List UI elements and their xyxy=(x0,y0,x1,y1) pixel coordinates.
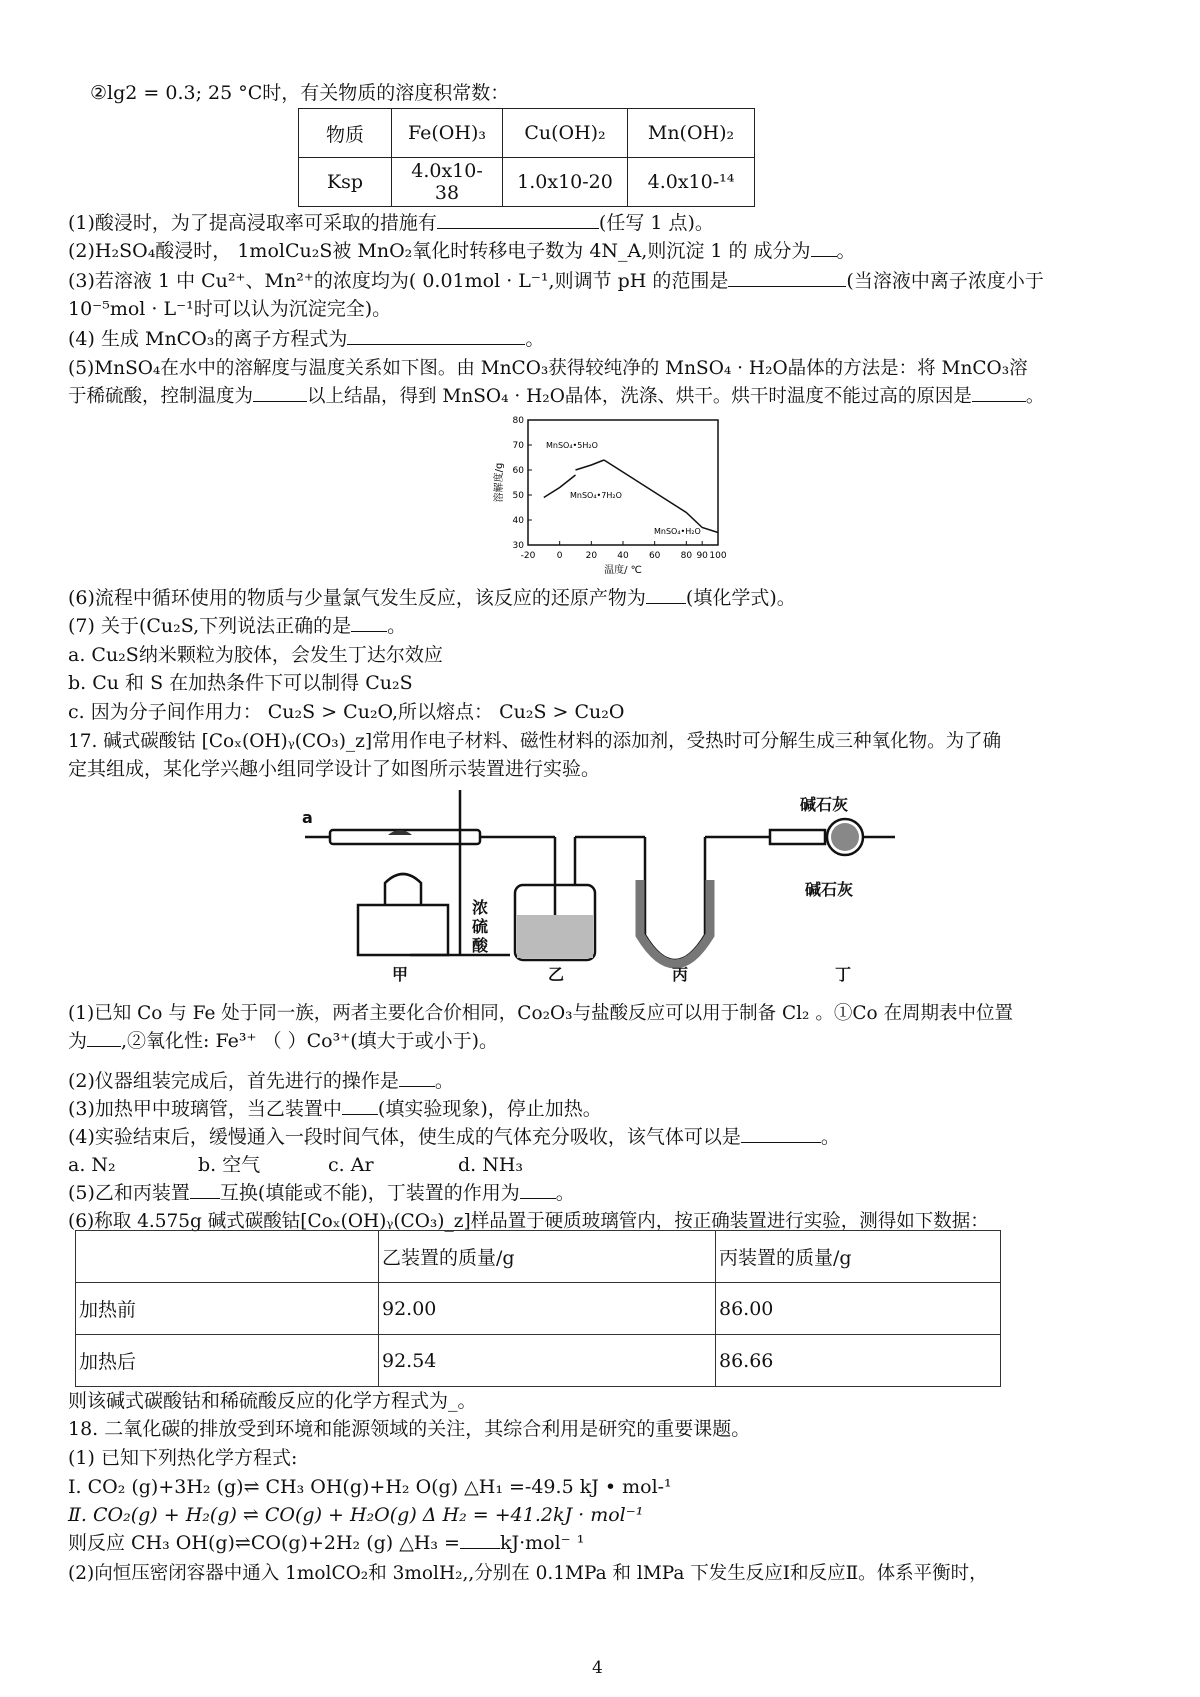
answer-blank xyxy=(399,1068,435,1087)
table-row xyxy=(299,109,755,158)
series-label: MnSO₄•7H₂O xyxy=(570,491,622,500)
label-ding: 丁 xyxy=(835,965,852,984)
y-tick-label: 40 xyxy=(512,516,524,526)
text: 则反应 CH₃ OH(g)⇌CO(g)+2H₂ (g) △H₃ = xyxy=(68,1532,460,1554)
y-tick-label: 30 xyxy=(512,541,524,551)
y-tick-label: 60 xyxy=(512,466,524,476)
label-yi: 乙 xyxy=(548,965,565,984)
table-row xyxy=(76,1283,1001,1335)
y-tick-label: 70 xyxy=(512,441,524,451)
answer-blank xyxy=(437,210,599,229)
series-label: MnSO₄•H₂O xyxy=(654,527,701,536)
table-cell: 乙装置的质量/g xyxy=(379,1231,716,1283)
x-tick-label: 60 xyxy=(648,551,661,561)
text: 。 xyxy=(555,1182,575,1204)
problem-18: 18. 二氧化碳的排放受到环境和能源领域的关注，其综合利用是研究的重要课题。 xyxy=(68,1418,751,1440)
label-acid xyxy=(472,898,494,955)
answer-blank xyxy=(190,1180,220,1199)
text: (4) 生成 MnCO₃的离子方程式为 xyxy=(68,328,348,350)
option-a: a. Cu₂S纳米颗粒为胶体，会发生丁达尔效应 xyxy=(68,644,443,666)
question-4 xyxy=(68,326,544,353)
text: 。 xyxy=(434,1070,454,1092)
answer-blank xyxy=(972,383,1026,402)
ksp-table xyxy=(298,108,755,207)
option: b. 空气 xyxy=(198,1154,261,1176)
y-axis-label: 溶解度/g xyxy=(494,462,505,503)
table-cell: 86.66 xyxy=(716,1335,1001,1387)
sub-4-options xyxy=(68,1152,523,1179)
option-b: b. Cu 和 S 在加热条件下可以制得 Cu₂S xyxy=(68,672,413,694)
option: a. N₂ xyxy=(68,1154,116,1176)
question-2 xyxy=(68,238,856,265)
lamp-block xyxy=(358,905,448,955)
question-6 xyxy=(68,585,796,612)
x-axis-label: 温度/ ℃ xyxy=(604,565,642,576)
text: 。 xyxy=(820,1126,840,1148)
table-cell: 92.00 xyxy=(379,1283,716,1335)
text: (6)流程中循环使用的物质与少量氯气发生反应，该反应的还原产物为 xyxy=(68,587,646,609)
question-3-cont: 10⁻⁵mol · L⁻¹时可以认为沉淀完全)。 xyxy=(68,298,392,320)
text: 于稀硫酸，控制温度为 xyxy=(68,386,254,407)
sub-6: (6)称取 4.575g 碱式碳酸钴[Coₓ(OH)ᵧ(CO₃)_z]样品置于硬质玻璃管内，按正确装置进行实验，测得如下数据： xyxy=(68,1211,989,1232)
option: c. Ar xyxy=(328,1154,374,1176)
soda-lime-fill xyxy=(640,880,710,964)
mass-table xyxy=(75,1230,1001,1387)
label-acid-3: 酸 xyxy=(472,936,489,955)
table-cell: Ksp xyxy=(299,158,392,207)
series-line xyxy=(576,460,605,470)
drying-tube xyxy=(770,830,825,844)
table-cell: Cu(OH)₂ xyxy=(503,109,628,158)
table-cell: 1.0x10-20 xyxy=(503,158,628,207)
line-lg2: ②lg2 = 0.3; 25 °C时，有关物质的溶度积常数： xyxy=(90,82,510,104)
label-jia: 甲 xyxy=(392,965,409,984)
text: ,②氧化性: Fe³⁺ （ ）Co³⁺(填大于或小于)。 xyxy=(121,1030,499,1052)
x-tick-label: 20 xyxy=(585,551,598,561)
option-c: c. 因为分子间作用力： Cu₂S > Cu₂O,所以熔点： Cu₂S > Cu₂O xyxy=(68,701,625,723)
equation-3 xyxy=(68,1530,584,1557)
label-acid-2: 硫 xyxy=(472,917,489,936)
page-number: 4 xyxy=(592,1658,603,1678)
text: (4)实验结束后，缓慢通入一段时间气体，使生成的气体充分吸收，该气体可以是 xyxy=(68,1126,741,1148)
sub-1-cont xyxy=(68,1028,498,1055)
text: kJ·mol⁻ ¹ xyxy=(499,1532,585,1554)
sub-1: (1)已知 Co 与 Fe 处于同一族，两者主要化合价相同，Co₂O₃与盐酸反应可以用于制备 Cl₂ 。①Co 在周期表中位置 xyxy=(68,1003,1014,1024)
text: 为 xyxy=(68,1030,88,1052)
answer-blank xyxy=(520,1180,556,1199)
answer-blank xyxy=(728,268,846,287)
answer-blank xyxy=(87,1028,121,1047)
question-3 xyxy=(68,268,1044,295)
text: (3)若溶液 1 中 Cu²⁺、Mn²⁺的浓度均为( 0.01mol · L⁻¹,则调节 pH 的范围是 xyxy=(68,270,729,292)
sub-6-end: 则该碱式碳酸钴和稀硫酸反应的化学方程式为_。 xyxy=(68,1390,477,1412)
text: (7) 关于(Cu₂S,下列说法正确的是 xyxy=(68,615,352,637)
text: (任写 1 点)。 xyxy=(598,212,714,234)
text: 以上结晶，得到 MnSO₄ · H₂O晶体，洗涤、烘干。烘干时温度不能过高的原因是 xyxy=(307,386,972,407)
x-tick-label: 100 xyxy=(709,551,727,561)
table-cell: 4.0x10-38 xyxy=(392,158,503,207)
question-5-cont xyxy=(68,383,1044,410)
answer-blank xyxy=(347,326,525,345)
sub-2 xyxy=(68,1068,454,1095)
table-cell: Fe(OH)₃ xyxy=(392,109,503,158)
text: 。 xyxy=(836,240,856,262)
apparatus-figure xyxy=(300,785,900,985)
x-tick-label: 90 xyxy=(696,551,708,561)
answer-blank xyxy=(460,1530,500,1549)
text: (2)仪器组装完成后，首先进行的操作是 xyxy=(68,1070,399,1092)
answer-blank xyxy=(253,383,307,402)
table-cell: 加热后 xyxy=(76,1335,379,1387)
soda-lime-fill xyxy=(831,823,859,851)
answer-blank xyxy=(351,613,387,632)
problem-18-1: (1) 已知下列热化学方程式: xyxy=(68,1447,298,1469)
x-tick-label: 80 xyxy=(680,551,693,561)
text: (填实验现象)，停止加热。 xyxy=(377,1098,602,1120)
table-row xyxy=(76,1335,1001,1387)
table-cell: 丙装置的质量/g xyxy=(716,1231,1001,1283)
y-tick-label: 80 xyxy=(512,416,524,426)
text: 。 xyxy=(387,615,407,637)
alcohol-lamp xyxy=(385,874,421,905)
x-tick-label: -20 xyxy=(520,551,536,561)
answer-blank xyxy=(811,238,837,257)
table-row xyxy=(76,1231,1001,1283)
text: 互换(填能或不能)，丁装置的作用为 xyxy=(219,1182,520,1204)
sub-5 xyxy=(68,1180,575,1207)
label-acid-1: 浓 xyxy=(472,898,489,917)
problem-18-2: (2)向恒压密闭容器中通入 1molCO₂和 3molH₂,,分别在 0.1MPa 和 lMPa 下发生反应Ⅰ和反应Ⅱ。体系平衡时， xyxy=(68,1563,988,1584)
text: (5)乙和丙装置 xyxy=(68,1182,190,1204)
y-tick-label: 50 xyxy=(512,491,524,501)
answer-blank xyxy=(646,585,686,604)
question-1 xyxy=(68,210,714,237)
text: (2)H₂SO₄酸浸时， 1molCu₂S被 MnO₂氧化时转移电子数为 4N_A,则沉淀 1 的 成分为 xyxy=(68,240,811,262)
text: 。 xyxy=(525,328,545,350)
u-tube-bing xyxy=(645,837,705,960)
table-cell: 86.00 xyxy=(716,1283,1001,1335)
series-label: MnSO₄•5H₂O xyxy=(546,441,598,450)
acid-liquid xyxy=(517,915,593,958)
answer-blank xyxy=(741,1124,821,1143)
table-cell: Mn(OH)₂ xyxy=(628,109,755,158)
text: (3)加热甲中玻璃管，当乙装置中 xyxy=(68,1098,342,1120)
answer-blank xyxy=(342,1096,378,1115)
table-cell: 物质 xyxy=(299,109,392,158)
x-tick-label: 0 xyxy=(556,551,563,561)
table-cell: 4.0x10-¹⁴ xyxy=(628,158,755,207)
question-7 xyxy=(68,613,406,640)
text: (填化学式)。 xyxy=(685,587,796,609)
table-row xyxy=(299,158,755,207)
sub-3 xyxy=(68,1096,602,1123)
text: 。 xyxy=(1025,386,1045,407)
equation-1: I. CO₂ (g)+3H₂ (g)⇌ CH₃ OH(g)+H₂ O(g) △H₁ =-49.5 kJ • mol-¹ xyxy=(68,1476,672,1498)
x-tick-label: 40 xyxy=(617,551,629,561)
problem-17-cont: 定其组成，某化学兴趣小组同学设计了如图所示装置进行实验。 xyxy=(68,758,601,780)
label-bing: 丙 xyxy=(672,965,689,984)
equation-2: Ⅱ. CO₂(g) + H₂(g) ⇌ CO(g) + H₂O(g) Δ H₂ = +41.2kJ · mol⁻¹ xyxy=(68,1504,644,1526)
option: d. NH₃ xyxy=(458,1154,524,1176)
sub-4 xyxy=(68,1124,840,1151)
text: (当溶液中离子浓度小于 xyxy=(846,270,1044,292)
text: (1)酸浸时，为了提高浸取率可采取的措施有 xyxy=(68,212,437,234)
label-sodalime-u: 碱石灰 xyxy=(805,880,854,899)
label-sodalime-d: 碱石灰 xyxy=(800,795,849,814)
table-cell: 加热前 xyxy=(76,1283,379,1335)
label-a: a xyxy=(302,808,313,827)
question-5: (5)MnSO₄在水中的溶解度与温度关系如下图。由 MnCO₃获得较纯净的 MnSO₄ · H₂O晶体的方法是：将 MnCO₃溶 xyxy=(68,358,1028,379)
table-cell xyxy=(76,1231,379,1283)
table-cell: 92.54 xyxy=(379,1335,716,1387)
problem-17: 17. 碱式碳酸钴 [Coₓ(OH)ᵧ(CO₃)_z]常用作电子材料、磁性材料的添加剂，受热时可分解生成三种氧化物。为了确 xyxy=(68,731,1002,752)
solubility-chart xyxy=(488,410,728,580)
